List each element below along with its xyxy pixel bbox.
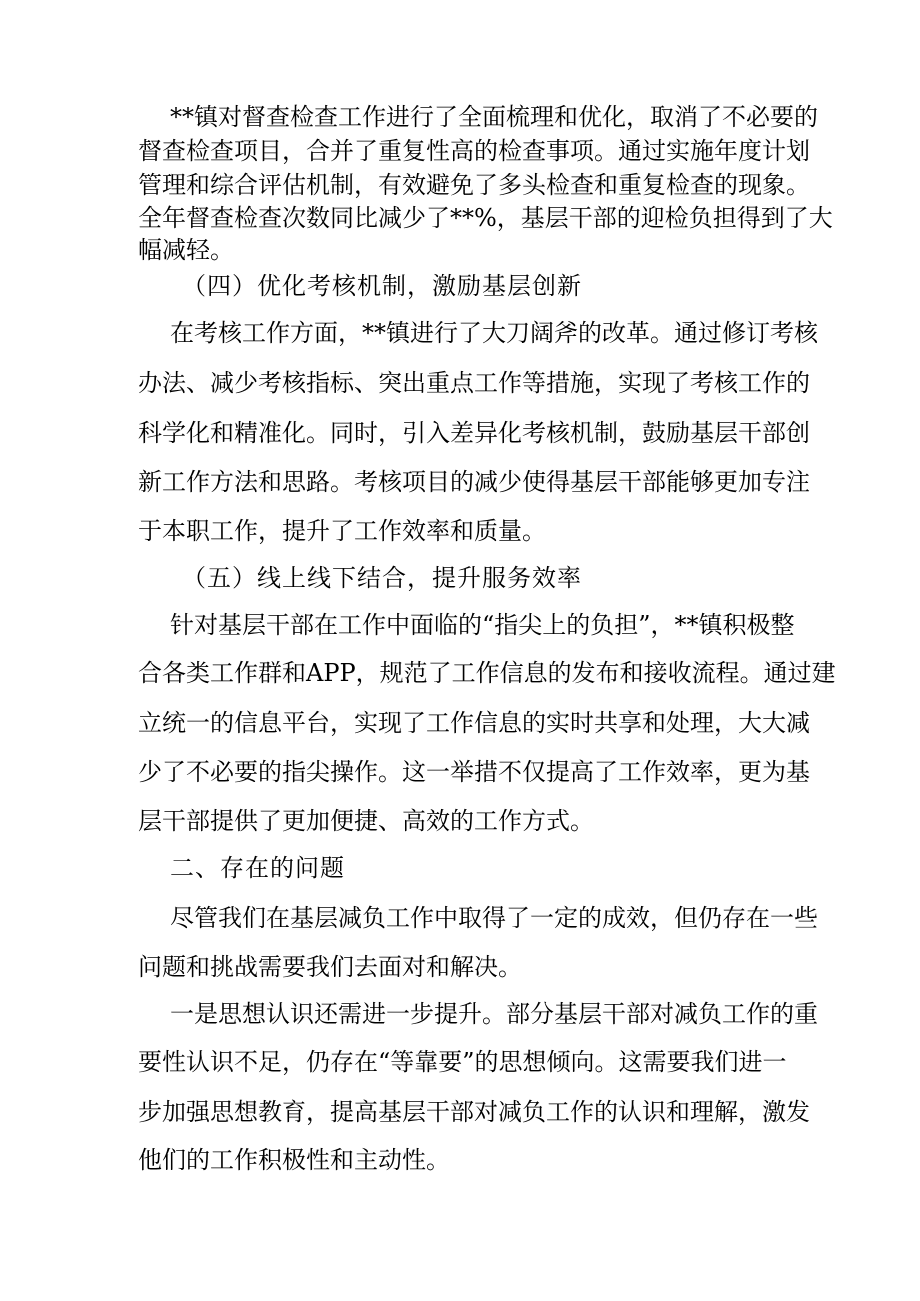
text-line: 于本职工作，提升了工作效率和质量。 (138, 517, 546, 545)
text-line: 管理和综合评估机制，有效避免了多头检查和重复检查的现象。 (138, 171, 810, 199)
heading-text: （五）线上线下结合，提升服务效率 (182, 564, 582, 592)
text-line: 合各类工作群和APP，规范了工作信息的发布和接收流程。通过建 (138, 659, 836, 687)
text-line: 新工作方法和思路。考核项目的减少使得基层干部能够更加专注 (138, 468, 810, 496)
text-line: 针对基层干部在工作中面临的“指尖上的负担”，**镇积极整 (170, 611, 795, 639)
heading-text: （四）优化考核机制，激励基层创新 (182, 272, 582, 300)
text-line: 立统一的信息平台，实现了工作信息的实时共享和处理，大大减 (138, 709, 810, 737)
text-line: 督查检查项目，合并了重复性高的检查事项。通过实施年度计划 (138, 137, 810, 165)
text-line: 全年督查检查次数同比减少了**%，基层干部的迎检负担得到了大 (138, 204, 833, 232)
heading-text: 二、存在的问题 (170, 854, 345, 882)
text-line: 步加强思想教育，提高基层干部对减负工作的认识和理解，激发 (138, 1098, 810, 1126)
text-line: **镇对督查检查工作进行了全面梳理和优化，取消了不必要的 (170, 103, 818, 131)
text-line: 办法、减少考核指标、突出重点工作等措施，实现了考核工作的 (138, 369, 810, 397)
text-line: 他们的工作积极性和主动性。 (138, 1146, 450, 1174)
text-line: 在考核工作方面，**镇进行了大刀阔斧的改革。通过修订考核 (170, 319, 818, 347)
text-line: 科学化和精准化。同时，引入差异化考核机制，鼓励基层干部创 (138, 419, 810, 447)
text-line: 一是思想认识还需进一步提升。部分基层干部对减负工作的重 (170, 1000, 818, 1028)
text-line: 要性认识不足，仍存在“等靠要”的思想倾向。这需要我们进一 (138, 1048, 787, 1076)
text-line: 幅减轻。 (138, 236, 234, 264)
text-line: 层干部提供了更加便捷、高效的工作方式。 (138, 807, 594, 835)
text-line: 问题和挑战需要我们去面对和解决。 (138, 953, 522, 981)
text-line: 少了不必要的指尖操作。这一举措不仅提高了工作效率，更为基 (138, 758, 810, 786)
text-line: 尽管我们在基层减负工作中取得了一定的成效，但仍存在一些 (170, 904, 818, 932)
